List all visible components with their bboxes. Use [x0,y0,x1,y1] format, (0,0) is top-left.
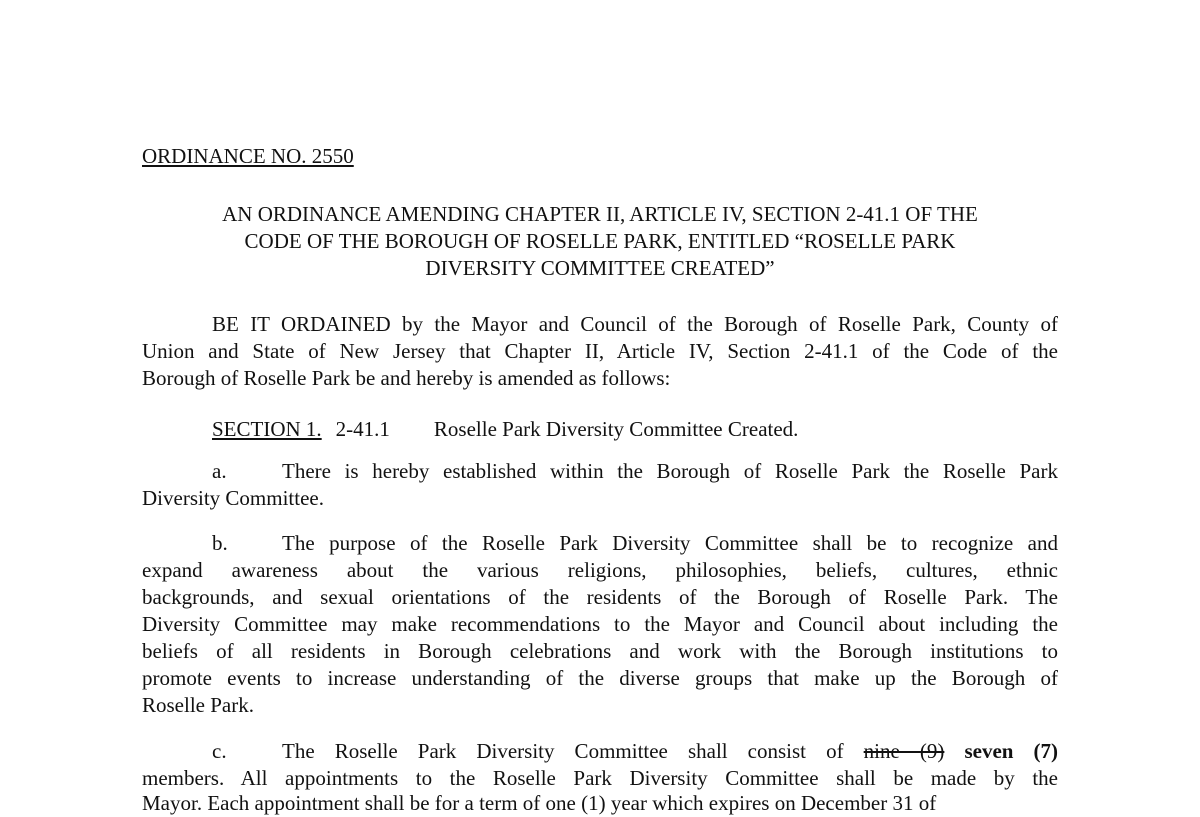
paragraph-line: Roselle Park. [142,693,254,717]
section-heading [142,416,1058,443]
ordained-paragraph [142,311,1058,392]
struck-text: nine (9) [863,739,945,763]
paragraph-line [142,738,1058,765]
paragraph-line: backgrounds, and sexual orientations of the residents of the Borough of Roselle Park. The [142,585,1058,609]
paragraph-text: The purpose of the Roselle Park Diversity Committee shall be to recognize and [282,531,1058,555]
paragraph-line: promote events to increase understanding of the diverse groups that make up the Borough of [142,666,1058,690]
cut-off-line: Mayor. Each appointment shall be for a term of one (1) year which expires on December 31 of [142,791,937,815]
section-number: 2-41.1 [335,417,390,441]
paragraph-c [142,738,1058,792]
paragraph-b [142,530,1058,719]
paragraph-line: beliefs of all residents in Borough celebrations and work with the Borough institutions to [142,639,1058,663]
paragraph-a [142,458,1058,512]
ordinance-number: ORDINANCE NO. 2550 [142,144,354,168]
paragraph-line: expand awareness about the various religions, philosophies, beliefs, cultures, ethnic [142,558,1058,582]
paragraph-text: The Roselle Park Diversity Committee shall consist of [282,739,844,763]
paragraph-line: Union and State of New Jersey that Chapter II, Article IV, Section 2-41.1 of the Code of the [142,339,1058,363]
paragraph-line: Borough of Roselle Park be and hereby is amended as follows: [142,366,671,390]
paragraph-line [142,458,1058,485]
section-label: SECTION 1. [212,417,322,441]
paragraph-line [142,530,1058,557]
paragraph-line: Diversity Committee may make recommendations to the Mayor and Council about including the [142,612,1058,636]
paragraph-text: There is hereby established within the Borough of Roselle Park the Roselle Park [282,459,1058,483]
title-line: DIVERSITY COMMITTEE CREATED” [425,256,775,280]
paragraph-letter: a. [212,459,227,483]
bold-text: seven (7) [964,739,1059,763]
title-line: AN ORDINANCE AMENDING CHAPTER II, ARTICLE IV, SECTION 2-41.1 OF THE [222,202,978,226]
paragraph-line: BE IT ORDAINED by the Mayor and Council of the Borough of Roselle Park, County of [212,312,1058,336]
paragraph-letter: c. [212,739,227,763]
title-line: CODE OF THE BOROUGH OF ROSELLE PARK, ENTITLED “ROSELLE PARK [244,229,956,253]
paragraph-letter: b. [212,531,228,555]
paragraph-line: Diversity Committee. [142,486,324,510]
section-title: Roselle Park Diversity Committee Created. [433,417,799,441]
section-heading-line [142,416,1058,443]
ordinance-title [142,201,1058,282]
paragraph-line: members. All appointments to the Roselle Park Diversity Committee shall be made by the [142,766,1058,790]
